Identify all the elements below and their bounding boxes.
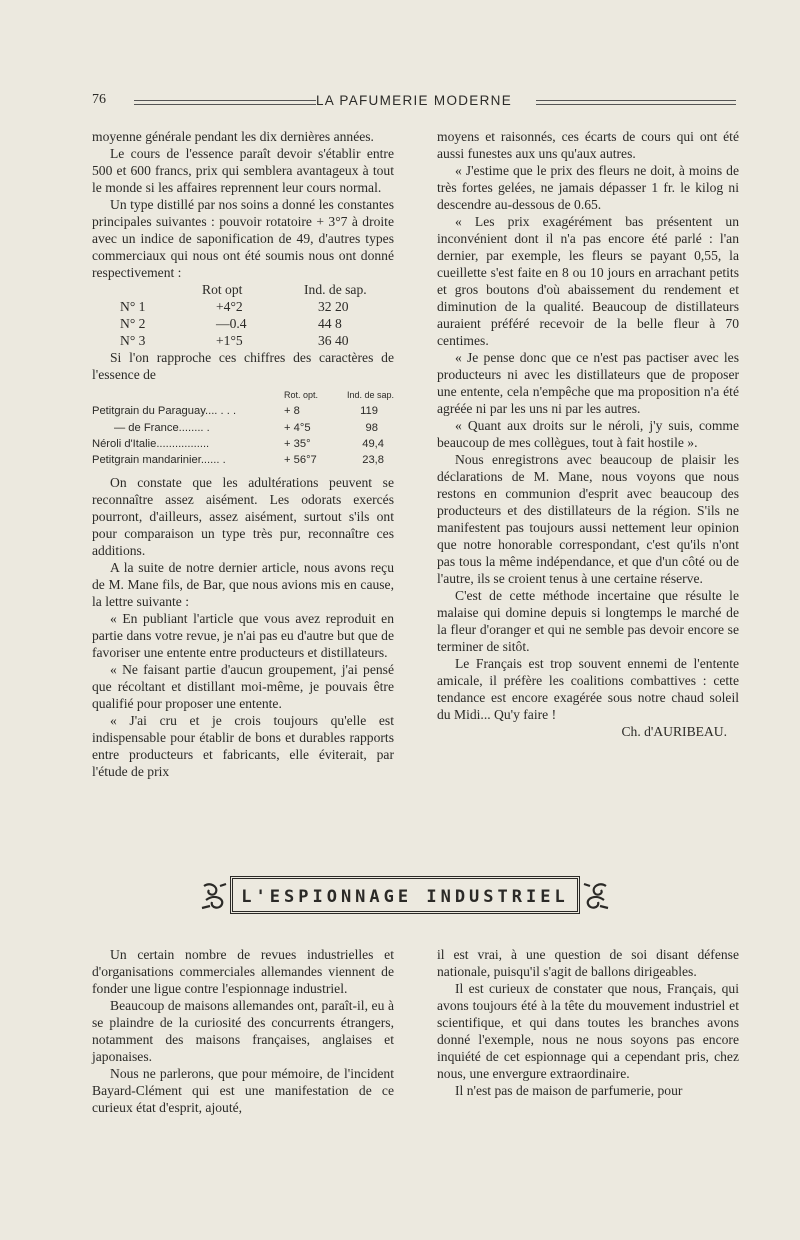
section-title: L'ESPIONNAGE INDUSTRIEL xyxy=(241,887,569,907)
paragraph: « J'estime que le prix des fleurs ne doit, à moins de très fortes gelées, ne jamais dépasser 1 fr. le kilog ni descendre au-dessous de 0.65. xyxy=(437,163,739,212)
paragraph: « Les prix exagérément bas présentent un inconvénient dont il n'a pas encore été parlé : l'an dernier, par exemple, les fleurs se payant 0,55, la cueillette s'est faite en 8 ou 10 jours en arrachant petits et gros boutons d'où abaissement du rendement et diminution de la qualité. Beaucoup de distillateurs auraient préféré recevoir de la belle fleur à 70 centimes. xyxy=(437,214,739,348)
author-signature: Ch. d'AURIBEAU. xyxy=(621,724,727,739)
table-header: Ind. de sap. xyxy=(346,390,394,400)
table-cell: + 4°5 xyxy=(284,421,311,434)
paragraph: « Quant aux droits sur le néroli, j'y suis, comme beaucoup de mes collègues, tout à fait hostile ». xyxy=(437,418,739,450)
table-header: Ind. de sap. xyxy=(304,282,367,297)
paragraph: « J'ai cru et je crois toujours qu'elle est indispensable pour établir de bons et durables rapports entre producteurs et fabricants, elle éviterait, par l'étude de prix xyxy=(92,713,394,780)
table-cell: N° 2 xyxy=(120,316,146,331)
table-cell: + 56°7 xyxy=(284,454,317,467)
table-cell: Petitgrain du Paraguay.... . . . xyxy=(92,405,237,418)
paragraph: moyenne générale pendant les dix dernières années. xyxy=(92,129,374,144)
table-cell: + 35° xyxy=(284,437,311,450)
table-cell: — de France........ . xyxy=(114,421,210,434)
table-row xyxy=(92,452,394,468)
paragraph: « Ne faisant partie d'aucun groupement, j'ai pensé que récoltant et distillant moi-même, je pouvais être qualifié pour proposer une entente. xyxy=(92,662,394,712)
table-cell: +4°2 xyxy=(216,299,243,314)
table-cell: 32 20 xyxy=(318,299,349,314)
paragraph: Il est curieux de constater que nous, Français, qui avons toujours été à la tête du mouvement industriel et scientifique, et qui dans toutes les branches avons donné l'exemple, nous ne nous soyons pas encore inquiété de cet espionnage qui a cependant pris, chez nous, une envergure extraordinaire. xyxy=(437,981,739,1081)
comparison-table xyxy=(92,387,394,468)
column-right-bottom xyxy=(437,946,739,1099)
paragraph: Un type distillé par nos soins a donné les constantes principales suivantes : pouvoir rotatoire + 3°7 à droite avec un indice de saponification de 49, d'autres types commerciaux qui nous ont été soumis nous ont donné respectivement : xyxy=(92,197,394,280)
paragraph: Il n'est pas de maison de parfumerie, pour xyxy=(455,1083,683,1098)
paragraph: C'est de cette méthode incertaine que résulte le malaise qui domine depuis si longtemps le marché de la fleur d'oranger et qui ne semble pas devoir encore se terminer de sitôt. xyxy=(437,588,739,654)
table-cell: 23,8 xyxy=(362,454,384,467)
table-cell: N° 1 xyxy=(120,299,146,314)
paragraph: Un certain nombre de revues industrielles et d'organisations commerciales allemandes viennent de fonder une ligue contre l'espionnage industriel. xyxy=(92,947,394,996)
paragraph: « Je pense donc que ce n'est pas pactiser avec les producteurs ni avec les distillateurs que de proposer une entente, cela n'empêche que ma proposition n'a été agréée ni par les uns ni par les autres. xyxy=(437,350,739,416)
column-left-bottom xyxy=(92,946,394,1116)
table-row xyxy=(92,403,394,419)
journal-title: LA PAFUMERIE MODERNE xyxy=(315,93,513,108)
column-right-top xyxy=(437,128,739,740)
paragraph: Nous enregistrons avec beaucoup de plaisir les déclarations de M. Mane, nous voyons que nous restons en communion d'esprit avec beaucoup des producteurs et des distillateurs de la région. S'ils ne manifestent pas toujours aussi nettement leur opinion que notre honorable correspondant, c'est qu'ils n'ont pas tous la même indépendance, et que d'un côté ou de l'autre, ils se croient tenus à une certaine réserve. xyxy=(437,452,739,586)
table-row xyxy=(92,298,394,315)
table-cell: 36 40 xyxy=(318,333,349,348)
paragraph: Beaucoup de maisons allemandes ont, paraît-il, eu à se plaindre de la curiosité des concurrents étrangers, notamment des maisons françaises, anglaises et japonaises. xyxy=(92,998,394,1064)
table-cell: 98 xyxy=(365,421,378,434)
paragraph: Le Français est trop souvent ennemi de l'entente amicale, il préfère les coalitions combattives : cette tendance est encore exagérée sous notre chaud soleil du Midi... Qu'y faire ! xyxy=(437,656,739,722)
table-row xyxy=(92,420,394,436)
constants-table xyxy=(92,281,394,349)
table-row xyxy=(92,315,394,332)
left-ornament-icon xyxy=(200,880,228,912)
page-header xyxy=(92,92,736,112)
paragraph: Nous ne parlerons, que pour mémoire, de l'incident Bayard-Clément qui est une manifestation de ce curieux état d'esprit, ajouté, xyxy=(92,1066,394,1115)
table-cell: 44 8 xyxy=(318,316,342,331)
table-cell: Petitgrain mandarinier...... . xyxy=(92,454,226,467)
table-cell: 119 xyxy=(360,405,378,418)
table-cell: + 8 xyxy=(284,405,300,418)
table-header: Rot opt xyxy=(202,282,243,297)
paragraph: A la suite de notre dernier article, nous avons reçu de M. Mane fils, de Bar, que nous avions mis en cause, la lettre suivante : xyxy=(92,560,394,610)
page-number: 76 xyxy=(92,92,106,107)
paragraph: « En publiant l'article que vous avez reproduit en partie dans votre revue, je n'ai pas eu d'autre but que de favoriser une entente entre producteurs et distillateurs. xyxy=(92,611,394,661)
paragraph: On constate que les adultérations peuvent se reconnaître assez aisément. Les odorats exercés pourront, d'ailleurs, assez aisément, surtout s'ils ont pour comparaison un type très pur, reconnaître ces additions. xyxy=(92,475,394,559)
paragraph: Le cours de l'essence paraît devoir s'établir entre 500 et 600 francs, prix qui semblera avantageux à tout le monde si les affaires reprennent leur cours normal. xyxy=(92,146,394,195)
paragraph: il est vrai, à une question de soi disant défense nationale, puisqu'il s'agit de ballons dirigeables. xyxy=(437,947,739,979)
table-cell: N° 3 xyxy=(120,333,146,348)
table-cell: 49,4 xyxy=(362,437,384,450)
paragraph: moyens et raisonnés, ces écarts de cours qui ont été aussi funestes aux uns qu'aux autres. xyxy=(437,129,739,161)
paragraph: Si l'on rapproche ces chiffres des caractères de l'essence de xyxy=(92,350,394,382)
table-cell: +1°5 xyxy=(216,333,243,348)
table-row xyxy=(92,332,394,349)
right-ornament-icon xyxy=(582,880,610,912)
section-banner xyxy=(200,872,610,918)
header-rule-right xyxy=(536,100,736,105)
column-left-top xyxy=(92,128,394,780)
table-row xyxy=(92,436,394,452)
table-header: Rot. opt. xyxy=(284,390,319,400)
table-cell: Néroli d'Italie................. xyxy=(92,437,210,450)
table-cell: —0.4 xyxy=(216,316,247,331)
